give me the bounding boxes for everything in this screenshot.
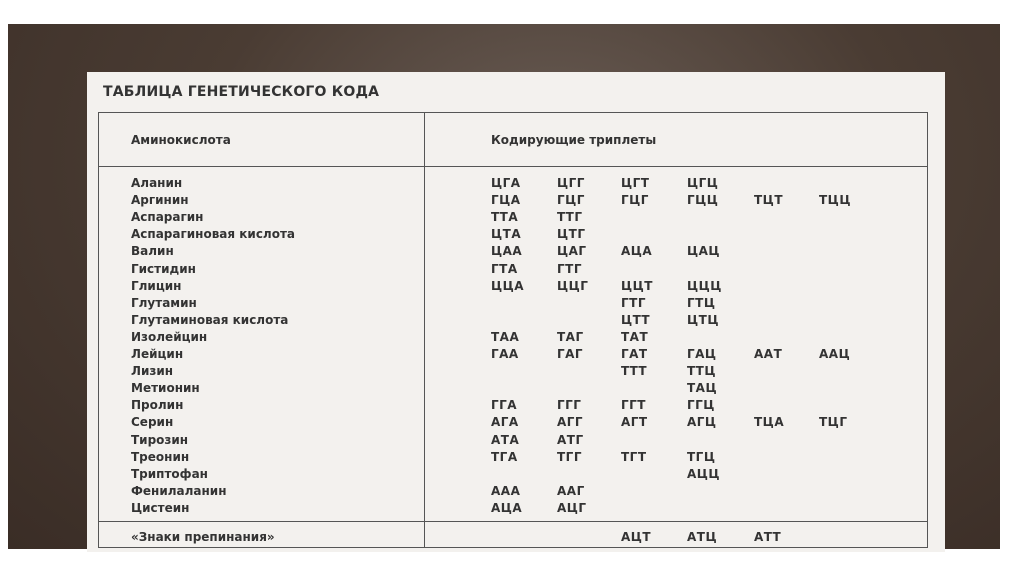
codon-triplet: АТГ [557, 432, 584, 447]
amino-acid-name: Аргинин [131, 193, 189, 208]
codon-triplet: ЦЦТ [621, 278, 653, 293]
codon-triplet: ЦГТ [621, 176, 650, 190]
table-row [99, 501, 927, 518]
amino-acid-name: Фенилаланин [131, 483, 227, 498]
codon-triplet: АЦГ [557, 500, 587, 515]
document-sheet [87, 72, 945, 552]
amino-acid-name: «Знаки препинания» [131, 530, 275, 544]
codon-triplet: ТГЦ [687, 449, 716, 464]
table-row [99, 381, 927, 398]
codon-triplet: ТГА [491, 449, 518, 464]
table-row [99, 330, 927, 347]
codon-triplet: ААА [491, 483, 521, 498]
codon-triplet: ГТГ [557, 261, 582, 276]
codon-triplet: ТАА [491, 329, 520, 344]
codon-triplet: ГТГ [621, 295, 646, 310]
codon-triplet: ГТА [491, 261, 518, 276]
codon-triplet: ГЦЦ [687, 193, 719, 208]
codon-triplet: ГЦГ [557, 193, 585, 208]
codon-triplet: АГГ [557, 415, 584, 430]
table-row [99, 433, 927, 450]
codon-triplet: ГГЦ [687, 398, 715, 413]
codon-triplet: ГЦА [491, 193, 521, 208]
amino-acid-name: Лейцин [131, 347, 184, 361]
stop-codon-row [99, 530, 927, 547]
amino-acid-name: Глутамин [131, 295, 197, 310]
codon-triplet: ТЦГ [819, 415, 848, 430]
codon-triplet: ЦТГ [557, 227, 586, 242]
codon-triplet: ААЦ [819, 347, 851, 361]
codon-triplet: ГАГ [557, 347, 584, 361]
table-row [99, 210, 927, 227]
codon-triplet: АЦТ [621, 530, 652, 544]
table-row [99, 279, 927, 296]
amino-acid-name: Аспарагин [131, 210, 204, 225]
codon-triplet: ГАЦ [687, 347, 717, 361]
header-divider [99, 166, 927, 167]
codon-triplet: АТЦ [687, 530, 718, 544]
codon-triplet: ТГГ [557, 449, 582, 464]
table-row [99, 450, 927, 467]
codon-triplet: ГЦГ [621, 193, 649, 208]
codon-triplet: ГГА [491, 398, 518, 413]
amino-acid-name: Треонин [131, 449, 190, 464]
codon-triplet: ГАА [491, 347, 519, 361]
codon-triplet: ЦТЦ [687, 312, 719, 327]
codon-triplet: ТЦА [754, 415, 785, 430]
codon-triplet: ЦГГ [557, 176, 585, 190]
codon-triplet: АЦА [621, 244, 653, 259]
codon-triplet: ААТ [754, 347, 783, 361]
codon-triplet: ГГГ [557, 398, 582, 413]
codon-triplet: ТАЦ [687, 381, 718, 396]
codon-triplet: ЦТТ [621, 312, 651, 327]
table-row [99, 227, 927, 244]
codon-triplet: ТАГ [557, 329, 584, 344]
codon-triplet: АГЦ [687, 415, 717, 430]
footer-divider [99, 521, 927, 522]
header-codons: Кодирующие триплеты [491, 133, 657, 147]
codon-triplet: ТТЦ [687, 364, 717, 379]
codon-triplet: ЦАЦ [687, 244, 721, 259]
amino-acid-name: Валин [131, 244, 174, 259]
table-row [99, 398, 927, 415]
codon-triplet: ЦГЦ [687, 176, 719, 190]
codon-triplet: ЦЦЦ [687, 278, 722, 293]
table-row [99, 484, 927, 501]
slide-frame [8, 24, 1000, 549]
codon-triplet: АТА [491, 432, 520, 447]
table-row [99, 415, 927, 432]
table-row [99, 244, 927, 261]
codon-triplet: ТЦТ [754, 193, 784, 208]
codon-triplet: ЦТА [491, 227, 522, 242]
codon-triplet: АГА [491, 415, 519, 430]
codon-triplet: ГТЦ [687, 295, 716, 310]
amino-acid-name: Лизин [131, 364, 174, 379]
codon-triplet: АЦЦ [687, 466, 721, 481]
codon-triplet: ГГТ [621, 398, 646, 413]
amino-acid-name: Триптофан [131, 466, 208, 481]
table-row [99, 193, 927, 210]
codon-triplet: ЦЦГ [557, 278, 589, 293]
codon-triplet: ТГТ [621, 449, 647, 464]
amino-acid-name: Гистидин [131, 261, 196, 276]
table-row [99, 313, 927, 330]
codon-triplet: ААГ [557, 483, 585, 498]
amino-acid-name: Серин [131, 415, 174, 430]
table-row [99, 262, 927, 279]
amino-acid-name: Глицин [131, 278, 182, 293]
amino-acid-name: Аланин [131, 176, 183, 190]
table-row [99, 467, 927, 484]
table-row [99, 176, 927, 193]
codon-triplet: ТЦЦ [819, 193, 851, 208]
codon-triplet: ЦАГ [557, 244, 587, 259]
codon-triplet: ТАТ [621, 329, 649, 344]
codon-triplet: АТТ [754, 530, 782, 544]
genetic-code-table [98, 112, 928, 548]
table-row [99, 364, 927, 381]
amino-acid-name: Аспарагиновая кислота [131, 227, 296, 242]
table-row [99, 296, 927, 313]
table-row [99, 347, 927, 364]
codon-triplet: ЦЦА [491, 278, 525, 293]
codon-triplet: ТТГ [557, 210, 583, 225]
codon-triplet: ТТТ [621, 364, 648, 379]
table-title: ТАБЛИЦА ГЕНЕТИЧЕСКОГО КОДА [103, 84, 380, 100]
codon-triplet: ЦАА [491, 244, 523, 259]
amino-acid-name: Пролин [131, 398, 184, 413]
amino-acid-name: Тирозин [131, 432, 189, 447]
codon-triplet: ТТА [491, 210, 519, 225]
amino-acid-name: Метионин [131, 381, 200, 396]
amino-acid-name: Изолейцин [131, 329, 208, 344]
codon-triplet: ГАТ [621, 347, 648, 361]
codon-triplet: ЦГА [491, 176, 521, 190]
codon-triplet: АГТ [621, 415, 648, 430]
codon-triplet: АЦА [491, 500, 523, 515]
amino-acid-name: Глутаминовая кислота [131, 312, 289, 327]
amino-acid-name: Цистеин [131, 500, 190, 515]
header-amino: Аминокислота [131, 133, 231, 147]
